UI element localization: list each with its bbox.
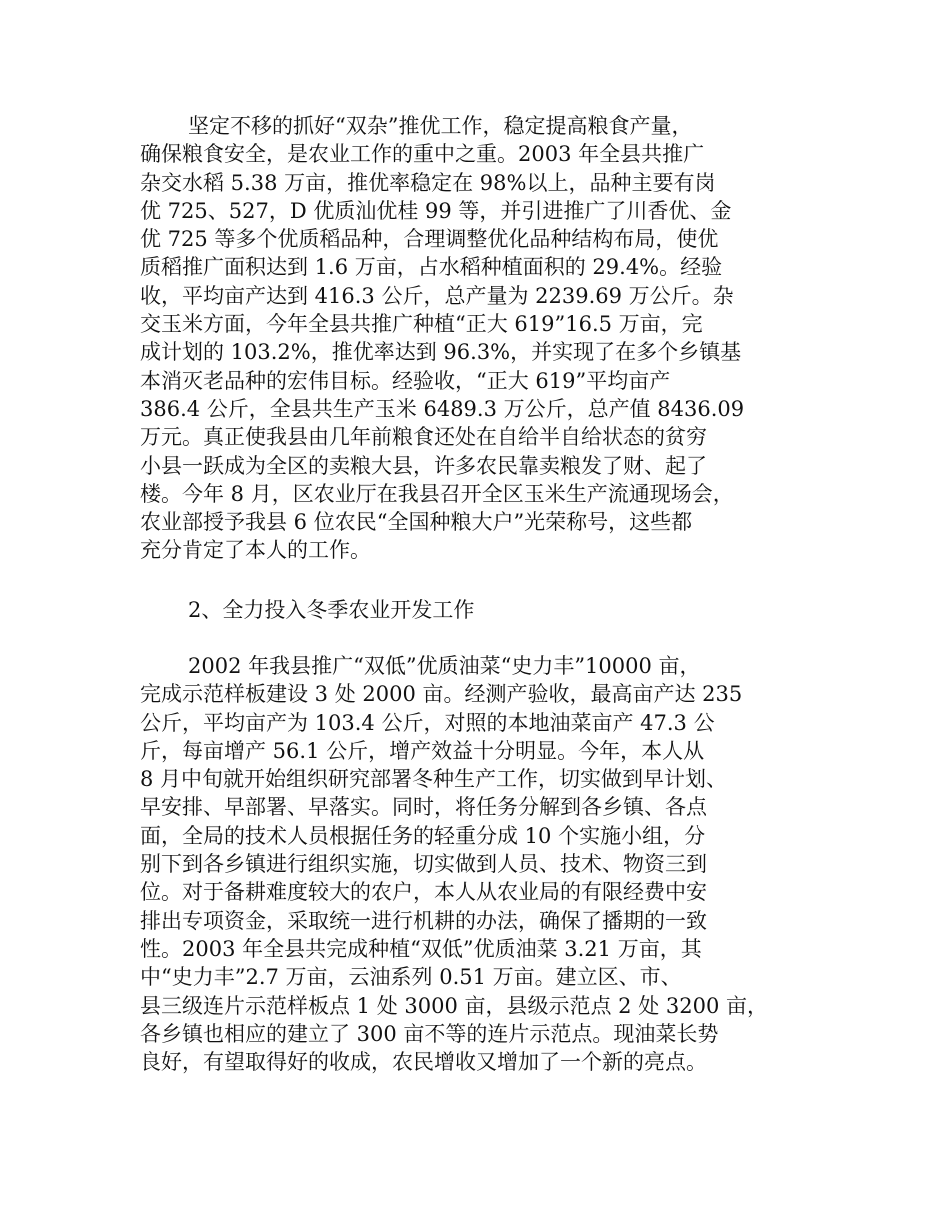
paragraph-line: 排出专项资金，采取统一进行机耕的办法，确保了播期的一致	[140, 908, 707, 933]
paragraph-line: 本消灭老品种的宏伟目标。经验收，“正大 619”平均亩产	[140, 368, 671, 393]
paragraph-line: 万元。真正使我县由几年前粮食还处在自给半自给状态的贫穷	[140, 425, 707, 450]
paragraph-line: 优 725 等多个优质稻品种，合理调整优化品种结构布局，使优	[140, 227, 719, 252]
paragraph-line: 确保粮食安全，是农业工作的重中之重。2003 年全县共推广	[140, 142, 705, 167]
paragraph-line: 充分肯定了本人的工作。	[140, 538, 371, 563]
paragraph-line: 2002 年我县推广“双低”优质油菜“史力丰”10000 亩，	[188, 654, 701, 678]
paragraph-line: 位。对于备耕难度较大的农户，本人从农业局的有限经费中安	[140, 880, 707, 905]
paragraph-line: 小县一跃成为全区的卖粮大县，许多农民靠卖粮发了财、起了	[140, 453, 707, 478]
paragraph-line: 杂交水稻 5.38 万亩，推优率稳定在 98%以上，品种主要有岗	[140, 170, 716, 195]
paragraph-line: 县三级连片示范样板点 1 处 3000 亩，县级示范点 2 处 3200 亩，	[140, 993, 769, 1018]
paragraph-line: 各乡镇也相应的建立了 300 亩不等的连片示范点。现油菜长势	[140, 1021, 719, 1046]
paragraph-rapeseed-development	[140, 652, 830, 1076]
paragraph-line: 良好，有望取得好的收成，农民增收又增加了一个新的亮点。	[140, 1050, 707, 1075]
paragraph-line: 交玉米方面，今年全县共推广种植“正大 619”16.5 万亩，完	[140, 312, 703, 337]
paragraph-line: 完成示范样板建设 3 处 2000 亩。经测产验收，最高亩产达 235	[140, 682, 743, 707]
paragraph-line: 坚定不移的抓好“双杂”推优工作，稳定提高粮食产量，	[188, 114, 693, 138]
paragraph-line: 别下到各乡镇进行组织实施，切实做到人员、技术、物资三到	[140, 852, 707, 877]
section-heading: 2、全力投入冬季农业开发工作	[188, 598, 475, 622]
paragraph-line: 成计划的 103.2%，推优率达到 96.3%，并实现了在多个乡镇基	[140, 340, 742, 365]
paragraph-line: 公斤，平均亩产为 103.4 公斤，对照的本地油菜亩产 47.3 公	[140, 710, 715, 735]
paragraph-line: 斤，每亩增产 56.1 公斤，增产效益十分明显。今年，本人从	[140, 738, 705, 763]
paragraph-line: 质稻推广面积达到 1.6 万亩，占水稻种植面积的 29.4%。经验	[140, 255, 723, 280]
paragraph-line: 386.4 公斤，全县共生产玉米 6489.3 万公斤，总产值 8436.09	[140, 396, 745, 421]
paragraph-line: 早安排、早部署、早落实。同时，将任务分解到各乡镇、各点	[140, 795, 707, 820]
paragraph-double-hybrid-promotion	[140, 112, 830, 565]
paragraph-line: 性。2003 年全县共完成种植“双低”优质油菜 3.21 万亩，其	[140, 936, 702, 961]
paragraph-line: 中“史力丰”2.7 万亩，云油系列 0.51 万亩。建立区、市、	[140, 965, 682, 990]
section-heading-winter-agriculture	[140, 596, 830, 624]
paragraph-line: 农业部授予我县 6 位农民“全国种粮大户”光荣称号，这些都	[140, 510, 693, 535]
paragraph-line: 面，全局的技术人员根据任务的轻重分成 10 个实施小组，分	[140, 823, 706, 848]
paragraph-line: 优 725、527，D 优质汕优桂 99 等，并引进推广了川香优、金	[140, 198, 732, 223]
paragraph-line: 收，平均亩产达到 416.3 公斤，总产量为 2239.69 万公斤。杂	[140, 283, 734, 308]
paragraph-line: 8 月中旬就开始组织研究部署冬种生产工作，切实做到早计划、	[140, 767, 728, 792]
paragraph-line: 楼。今年 8 月，区农业厅在我县召开全区玉米生产流通现场会，	[140, 481, 734, 506]
